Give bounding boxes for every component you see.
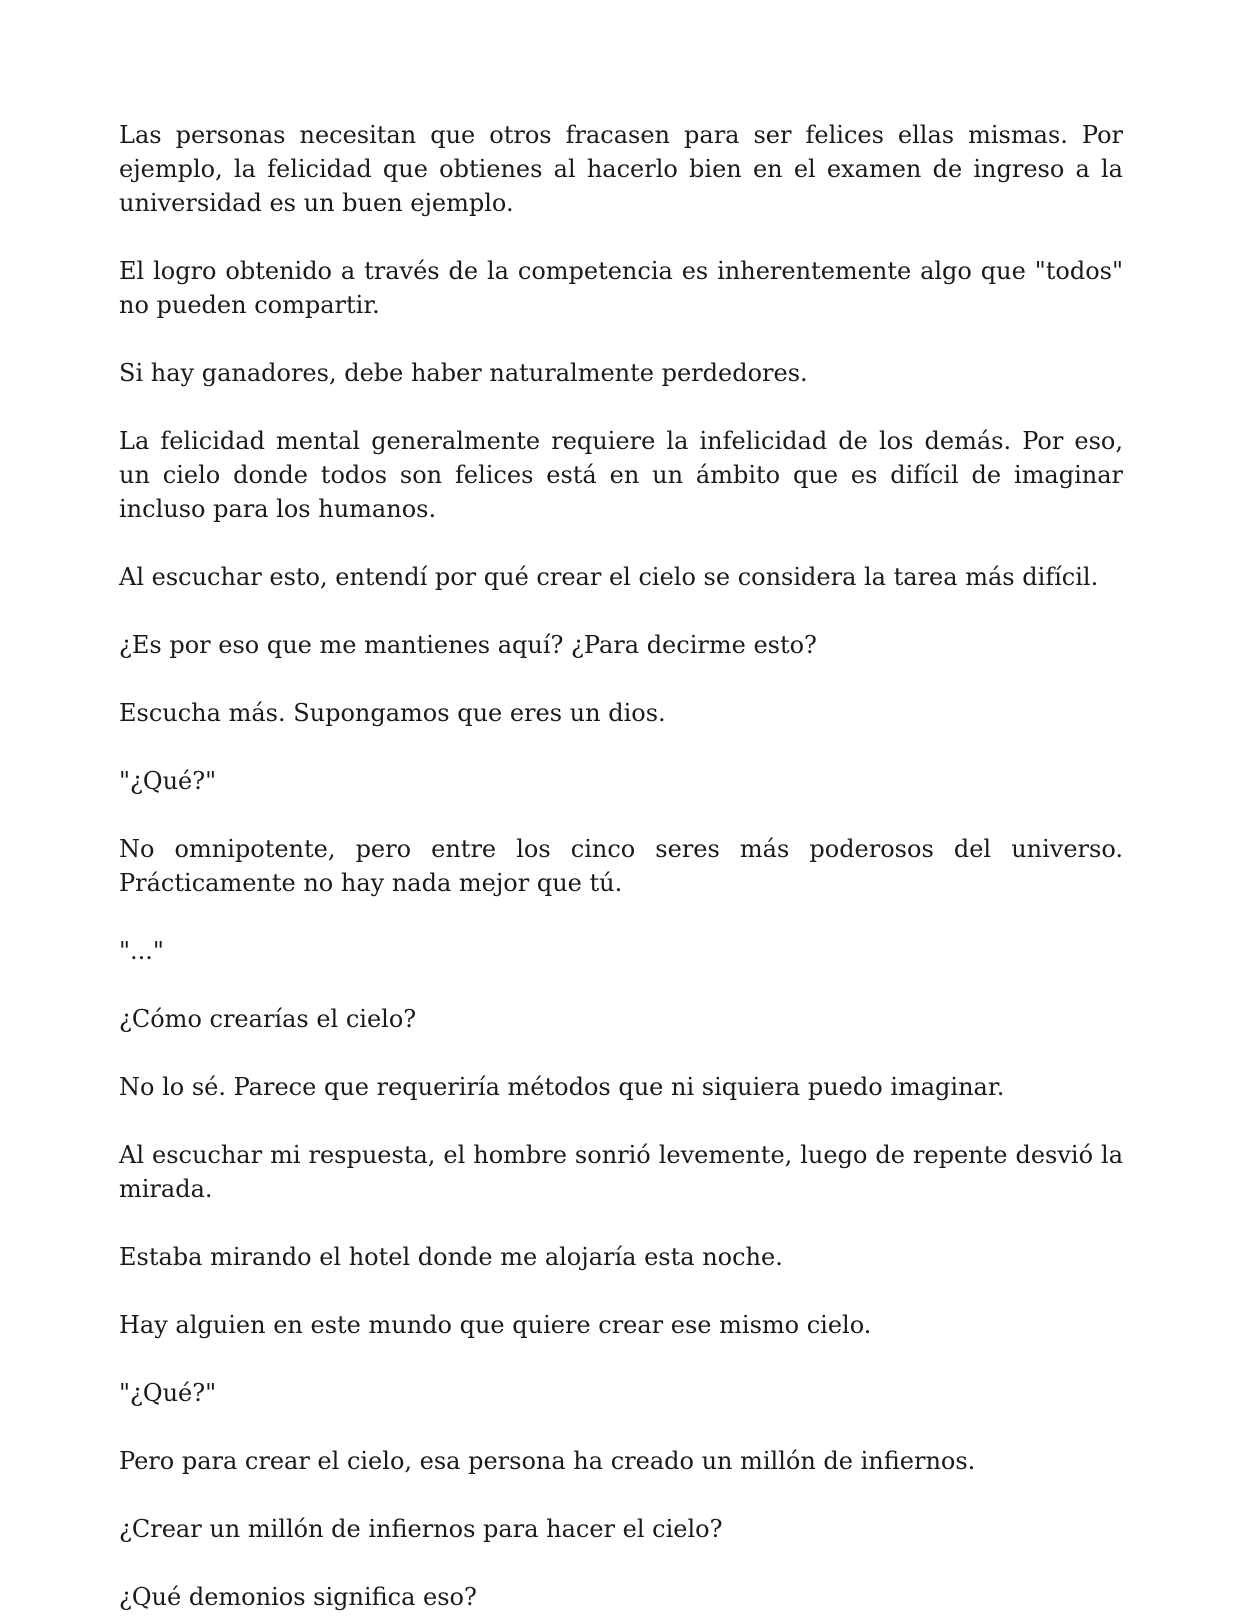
document-body [119,118,1123,1617]
paragraph: "¿Qué?" [119,1379,217,1407]
paragraph: Estaba mirando el hotel donde me alojaría esta noche. [119,1243,783,1271]
paragraph: Las personas necesitan que otros fracasen para ser felices ellas mismas. Por ejemplo, la felicidad que obtienes al hacerlo bien en el examen de ingreso a la universidad es un buen ejemplo. [119,121,1123,217]
paragraph: No lo sé. Parece que requeriría métodos que ni siquiera puedo imaginar. [119,1073,1005,1101]
paragraph: Si hay ganadores, debe haber naturalmente perdedores. [119,359,808,387]
paragraph: ¿Cómo crearías el cielo? [119,1005,417,1033]
paragraph: ¿Crear un millón de infiernos para hacer el cielo? [119,1515,723,1543]
paragraph: Pero para crear el cielo, esa persona ha creado un millón de infiernos. [119,1447,976,1475]
paragraph: Al escuchar mi respuesta, el hombre sonrió levemente, luego de repente desvió la mirada. [119,1141,1123,1203]
paragraph: La felicidad mental generalmente requiere la infelicidad de los demás. Por eso, un cielo donde todos son felices está en un ámbito que es difícil de imaginar incluso para los humanos. [119,427,1123,523]
paragraph: Al escuchar esto, entendí por qué crear el cielo se considera la tarea más difícil. [119,563,1099,591]
paragraph: "¿Qué?" [119,767,217,795]
paragraph: ¿Es por eso que me mantienes aquí? ¿Para decirme esto? [119,631,817,659]
paragraph: Hay alguien en este mundo que quiere crear ese mismo cielo. [119,1311,872,1339]
paragraph: ¿Qué demonios significa eso? [119,1583,477,1611]
paragraph: El logro obtenido a través de la competencia es inherentemente algo que "todos" no pueden compartir. [119,257,1123,319]
paragraph: Escucha más. Supongamos que eres un dios. [119,699,666,727]
paragraph: No omnipotente, pero entre los cinco seres más poderosos del universo. Prácticamente no hay nada mejor que tú. [119,835,1123,897]
paragraph: "..." [119,937,164,965]
